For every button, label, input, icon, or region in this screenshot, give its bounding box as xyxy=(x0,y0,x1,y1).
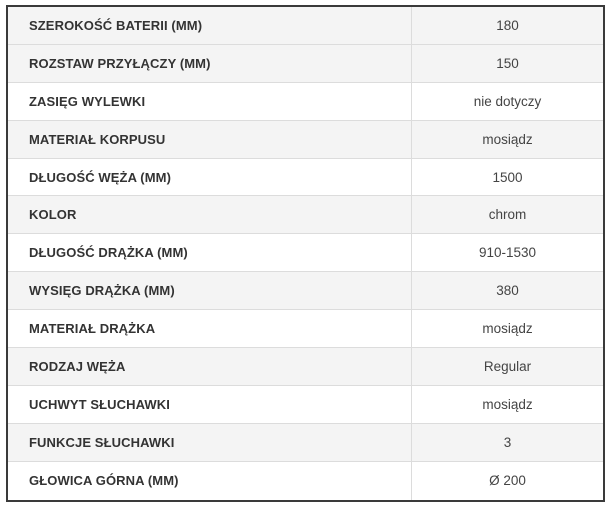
spec-row xyxy=(8,310,603,348)
spec-name: DŁUGOŚĆ DRĄŻKA (MM) xyxy=(8,234,412,271)
spec-name: UCHWYT SŁUCHAWKI xyxy=(8,386,412,423)
spec-row xyxy=(8,348,603,386)
spec-row xyxy=(8,121,603,159)
spec-row xyxy=(8,272,603,310)
spec-value: nie dotyczy xyxy=(473,93,542,109)
spec-value: Regular xyxy=(483,358,532,374)
spec-name: RODZAJ WĘŻA xyxy=(8,348,412,385)
spec-value: 1500 xyxy=(492,169,523,185)
spec-name: FUNKCJE SŁUCHAWKI xyxy=(8,424,412,461)
spec-row xyxy=(8,462,603,500)
spec-value: mosiądz xyxy=(482,321,533,337)
spec-row xyxy=(8,424,603,462)
spec-name: MATERIAŁ DRĄŻKA xyxy=(8,310,412,347)
spec-row xyxy=(8,45,603,83)
spec-name: DŁUGOŚĆ WĘŻA (MM) xyxy=(8,159,412,196)
spec-name: ZASIĘG WYLEWKI xyxy=(8,83,412,120)
spec-name: WYSIĘG DRĄŻKA (MM) xyxy=(8,272,412,309)
spec-row xyxy=(8,83,603,121)
spec-value: mosiądz xyxy=(482,131,533,147)
spec-row xyxy=(8,7,603,45)
spec-value: 910-1530 xyxy=(478,245,537,261)
spec-name: KOLOR xyxy=(8,196,412,233)
spec-row xyxy=(8,386,603,424)
spec-value: 380 xyxy=(496,283,519,299)
spec-row xyxy=(8,196,603,234)
spec-value: mosiądz xyxy=(482,396,533,412)
spec-name: GŁOWICA GÓRNA (MM) xyxy=(8,462,412,500)
spec-value: 3 xyxy=(503,434,512,450)
spec-value: 180 xyxy=(496,17,519,33)
spec-table xyxy=(6,5,605,502)
spec-row xyxy=(8,159,603,197)
spec-name: SZEROKOŚĆ BATERII (MM) xyxy=(8,7,412,44)
spec-value: chrom xyxy=(488,207,527,223)
spec-name: MATERIAŁ KORPUSU xyxy=(8,121,412,158)
spec-name: ROZSTAW PRZYŁĄCZY (MM) xyxy=(8,45,412,82)
spec-value: Ø 200 xyxy=(489,473,526,489)
spec-value: 150 xyxy=(496,55,519,71)
spec-row xyxy=(8,234,603,272)
